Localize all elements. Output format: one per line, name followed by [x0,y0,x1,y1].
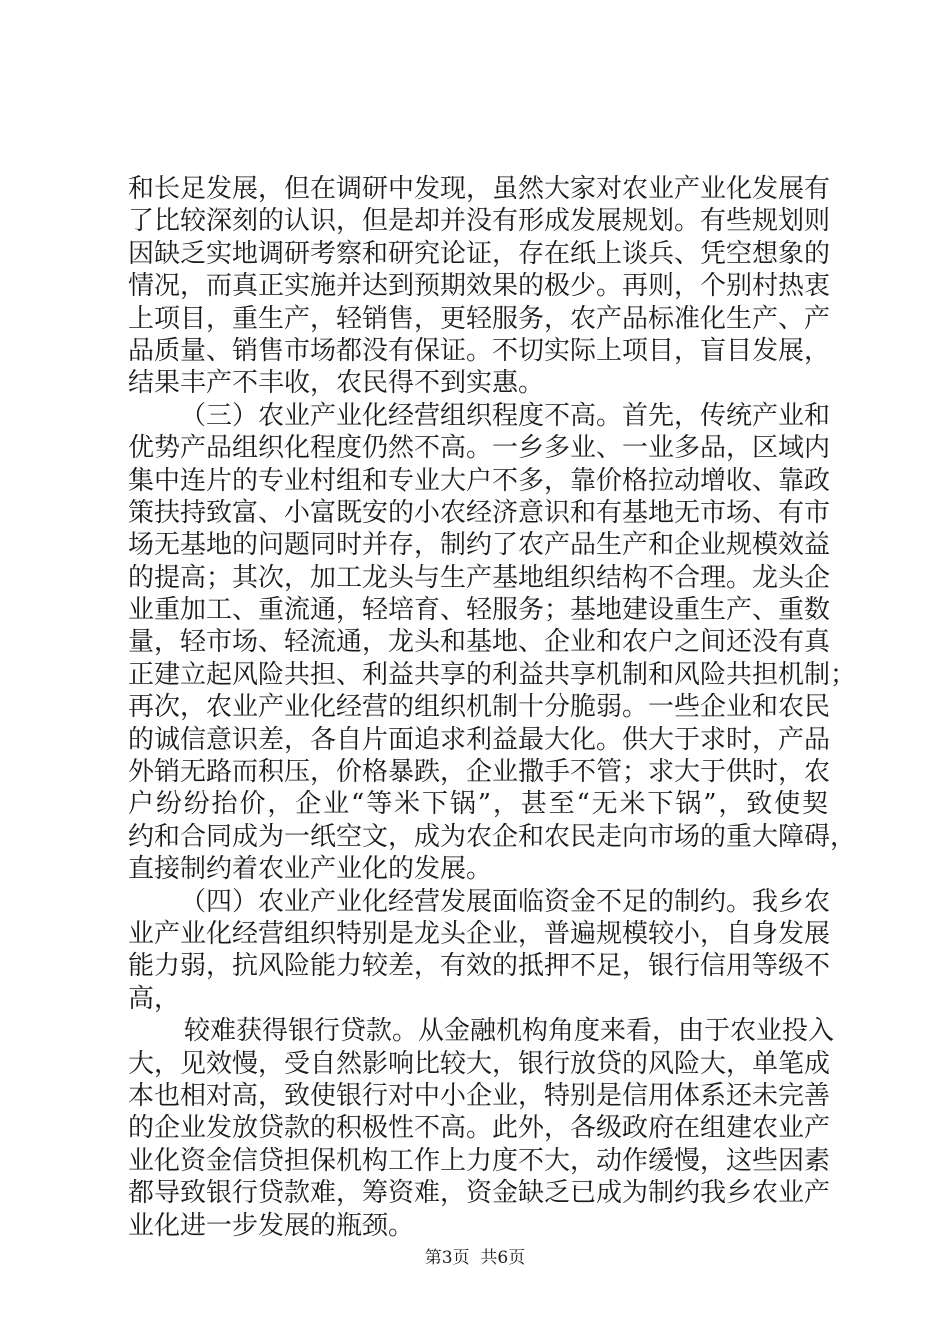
text-line: 大，见效慢，受自然影响比较大，银行放贷的风险大，单笔成 [128,1048,831,1079]
text-line: 因缺乏实地调研考察和研究论证，存在纸上谈兵、凭空想象的 [128,238,831,269]
text-line: 较难获得银行贷款。从金融机构角度来看，由于农业投入 [184,1016,835,1047]
text-line: 上项目，重生产，轻销售，更轻服务，农产品标准化生产、产 [128,303,831,334]
body-text [128,173,857,1242]
page-number-label: 第3页 共6页 [424,1248,526,1268]
paragraph-heading-line: （三）农业产业化经营组织程度不高。首先，传统产业和 [180,400,831,431]
text-line: 和长足发展，但在调研中发现，虽然大家对农业产业化发展有 [128,174,831,204]
text-line: 场无基地的问题同时并存，制约了农产品生产和企业规模效益 [128,530,831,561]
text-line: 量，轻市场、轻流通，龙头和基地、企业和农户之间还没有真 [128,627,831,658]
text-line: 外销无路而积压，价格暴跌，企业撒手不管；求大于供时，农 [128,757,831,788]
text-line: 集中连片的专业村组和专业大户不多，靠价格拉动增收、靠政 [128,465,831,496]
text-line: 业重加工、重流通，轻培育、轻服务；基地建设重生产、重数 [128,595,831,626]
text-line: 业产业化经营组织特别是龙头企业，普遍规模较小，自身发展 [128,918,831,949]
text-line: 结果丰产不丰收，农民得不到实惠。 [128,368,545,399]
text-line: 优势产品组织化程度仍然不高。一乡多业、一业多品，区域内 [128,433,831,464]
text-line: 策扶持致富、小富既安的小农经济意识和有基地无市场、有市 [128,497,831,528]
text-line: 本也相对高，致使银行对中小企业，特别是信用体系还未完善 [128,1080,831,1111]
page-footer [0,1243,950,1268]
text-line: 情况，而真正实施并达到预期效果的极少。再则，个别村热衷 [128,271,831,302]
text-line: 的企业发放贷款的积极性不高。此外，各级政府在组建农业产 [128,1113,831,1144]
text-line: 的提高；其次，加工龙头与生产基地组织结构不合理。龙头企 [128,562,831,593]
text-line: 都导致银行贷款难，筹资难，资金缺乏已成为制约我乡农业产 [128,1178,831,1209]
text-line: 户纷纷抬价，企业“等米下锅”，甚至“无米下锅”，致使契 [128,789,828,820]
text-line: 品质量、销售市场都没有保证。不切实际上项目，盲目发展， [128,335,831,366]
text-line: 了比较深刻的认识，但是却并没有形成发展规划。有些规划则 [128,206,831,237]
text-line: 业化资金信贷担保机构工作上力度不大，动作缓慢，这些因素 [128,1145,831,1176]
text-line: 高， [128,983,181,1014]
text-line: 能力弱，抗风险能力较差，有效的抵押不足，银行信用等级不 [128,951,831,982]
text-line: 直接制约着农业产业化的发展。 [128,854,493,885]
text-line: 再次，农业产业化经营的组织机制十分脆弱。一些企业和农民 [128,692,831,723]
text-line: 正建立起风险共担、利益共享的利益共享机制和风险共担机制； [128,659,857,690]
paragraph-heading-line: （四）农业产业化经营发展面临资金不足的制约。我乡农 [180,886,831,917]
text-line: 业化进一步发展的瓶颈。 [128,1210,415,1241]
text-line: 的诚信意识差，各自片面追求利益最大化。供大于求时，产品 [128,724,831,755]
text-line: 约和合同成为一纸空文，成为农企和农民走向市场的重大障碍， [128,821,857,852]
